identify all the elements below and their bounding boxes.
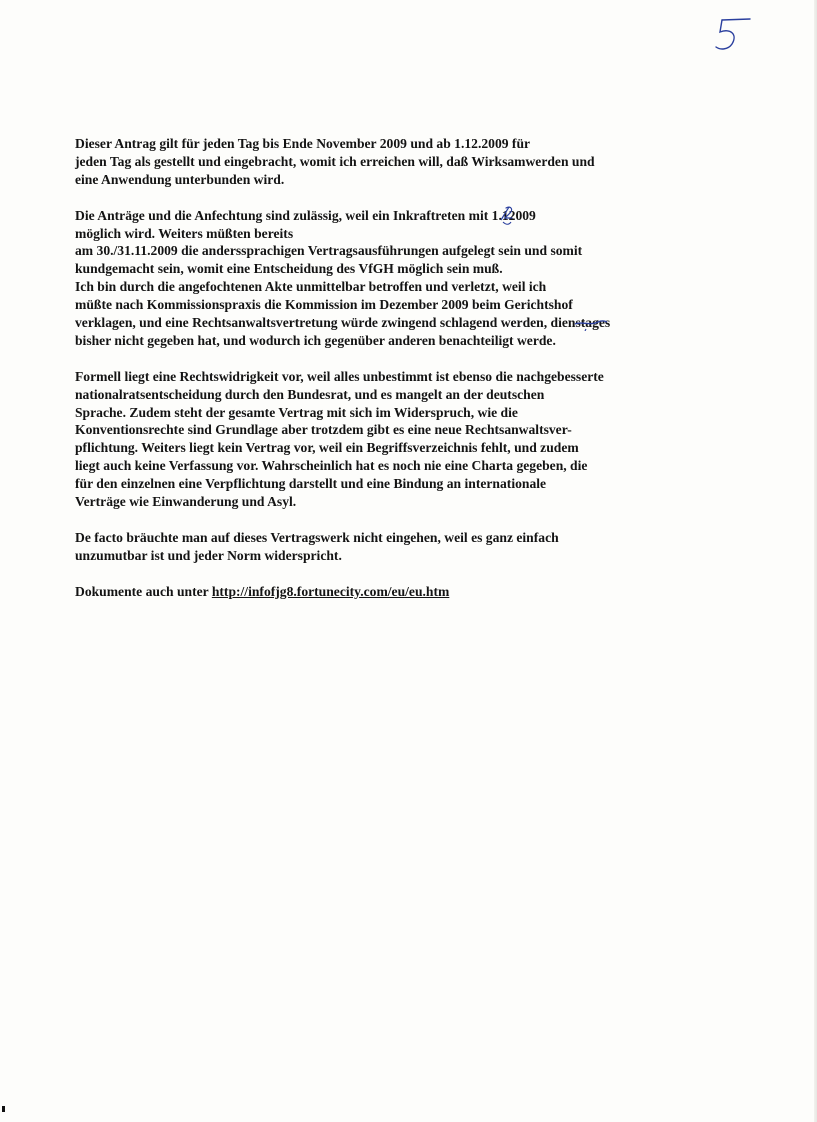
paragraph-de-facto [75, 529, 715, 565]
text-line [75, 314, 715, 332]
document-body [75, 135, 715, 618]
struck-letters: stag [575, 315, 599, 331]
text-line: Dieser Antrag gilt für jeden Tag bis Ende November 2009 und ab 1.12.2009 für [75, 136, 531, 151]
text-line [75, 207, 715, 225]
text-line: liegt auch keine Verfassung vor. Wahrscheinlich hat es noch nie eine Charta gegeben, die [75, 458, 588, 474]
text-line: Formell liegt eine Rechtswidrigkeit vor, weil alles unbestimmt ist ebenso die nachgebesserte [75, 368, 604, 384]
text-line: für den einzelnen eine Verpflichtung darstellt und eine Bindung an internationale [75, 476, 547, 492]
text-line-end: es [598, 315, 611, 331]
text-line: kundgemacht sein, womit eine Entscheidung des VfGH möglich sein muß. [75, 261, 503, 277]
paragraph-request-validity [75, 135, 715, 189]
text-line: Verträge wie Einwanderung und Asyl. [75, 494, 297, 510]
closing-prefix: Dokumente auch unter [75, 583, 212, 599]
text-line: eine Anwendung unterbunden wird. [75, 171, 285, 187]
paragraph-admissibility [75, 207, 715, 350]
text-line: Ich bin durch die angefochtenen Akte unmittelbar betroffen und verletzt, weil ich [75, 279, 547, 295]
paragraph-documents-link [75, 583, 715, 601]
page-number-glyph [708, 14, 752, 54]
handwritten-page-number [708, 14, 752, 54]
text-line: am 30./31.11.2009 die anderssprachigen Vertragsausführungen aufgelegt sein und somit [75, 243, 583, 259]
documents-link[interactable]: http://infofjg8.fortunecity.com/eu/eu.htm [211, 583, 450, 599]
inserted-digit [502, 207, 503, 225]
struck-digit: 1 [501, 207, 509, 223]
text-line: nationalratsentscheidung durch den Bundesrat, und es mangelt an der deutschen [75, 386, 545, 402]
text-line-start: Die Anträge und die Anfechtung sind zulässig, weil ein Inkraftreten mit 1. [75, 207, 502, 223]
page-number-text [708, 14, 709, 15]
scan-artifact [2, 1106, 5, 1112]
text-line: jeden Tag als gestellt und eingebracht, womit ich erreichen will, daß Wirksamwerden und [75, 153, 595, 169]
handwritten-date-correction [502, 207, 509, 225]
text-line: Sprache. Zudem steht der gesamte Vertrag mit sich im Widerspruch, wie die [75, 404, 518, 420]
text-line: möglich wird. Weiters müßten bereits [75, 225, 294, 241]
text-line: De facto bräuchte man auf dieses Vertragswerk nicht eingehen, weil es ganz einfach [75, 529, 559, 545]
handwritten-strikeout [575, 314, 598, 332]
text-line [75, 583, 715, 601]
text-line-end: 2009 [508, 207, 536, 223]
text-line: pflichtung. Weiters liegt kein Vertrag vor, weil ein Begriffsverzeichnis fehlt, und zudem [75, 440, 579, 456]
text-line: bisher nicht gegeben hat, und wodurch ich gegenüber anderen benachteiligt werde. [75, 332, 556, 348]
paragraph-formal-illegality [75, 368, 715, 511]
text-line: unzumutbar ist und jeder Norm widerspricht. [75, 547, 342, 563]
text-line-start: verklagen, und eine Rechtsanwaltsvertretung würde zwingend schlagend werden, die [75, 315, 568, 331]
kept-letter: n [567, 315, 576, 331]
text-line: Konventionsrechte sind Grundlage aber trotzdem gibt es eine neue Rechtsanwaltsver- [75, 422, 572, 438]
text-line: müßte nach Kommissionspraxis die Kommission im Dezember 2009 beim Gerichtshof [75, 297, 573, 313]
